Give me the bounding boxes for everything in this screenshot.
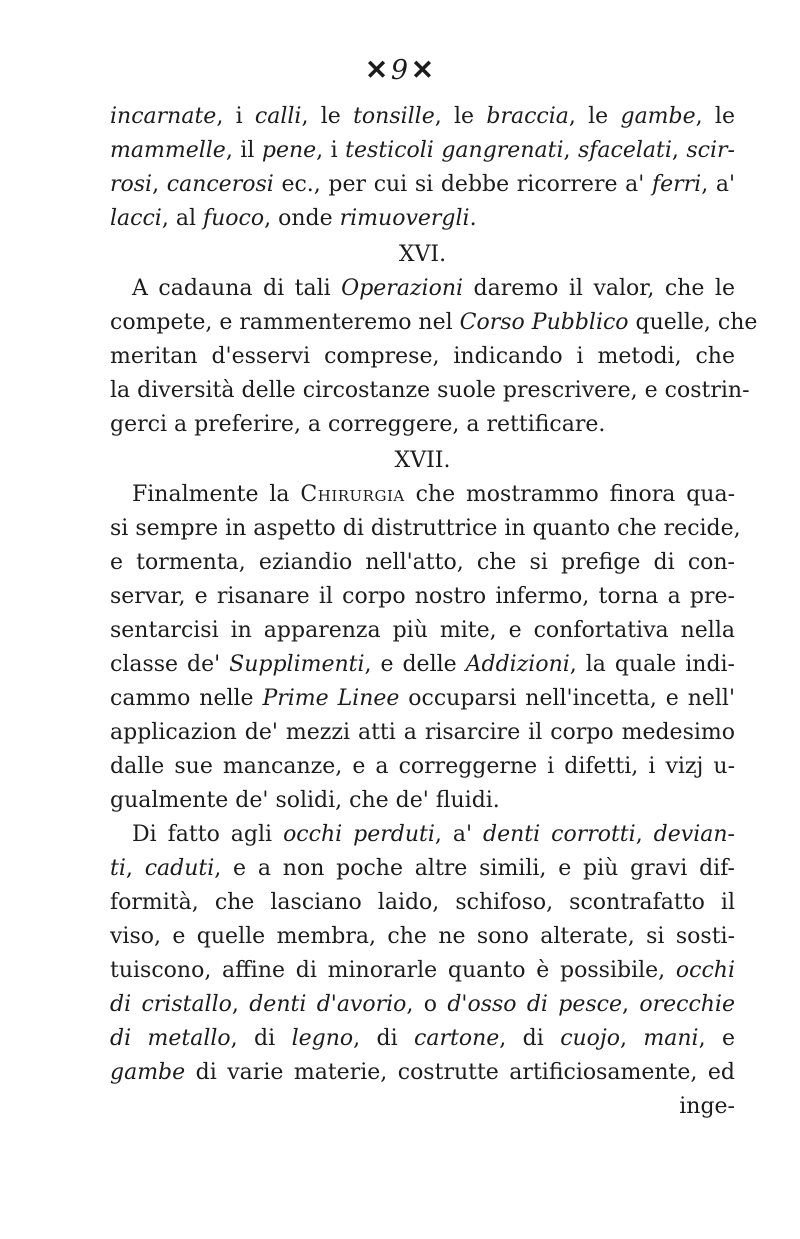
text-line: servar, e risanare il corpo nostro infermo, torna a pre- — [110, 584, 735, 609]
text-line: A cadauna di tali Operazioni daremo il valor, che le — [132, 276, 735, 301]
text-line: di metallo, di legno, di cartone, di cuojo, mani, e — [110, 1026, 735, 1051]
text-line: sentarcisi in apparenza più mite, e confortativa nella — [110, 618, 735, 643]
text-line: gerci a preferire, a correggere, a rettificare. — [110, 412, 606, 437]
catchword: inge- — [679, 1094, 735, 1119]
text-line: Di fatto agli occhi perduti, a' denti corrotti, devian- — [132, 822, 735, 847]
ornament-right-icon: ✕ — [411, 55, 435, 86]
text-line: Finalmente la Chirurgia che mostrammo finora qua- — [132, 482, 736, 507]
text-line: cammo nelle Prime Linee occuparsi nell'incetta, e nell' — [110, 686, 736, 711]
text-line: dalle sue mancanze, e a correggerne i difetti, i vizj u- — [110, 754, 735, 779]
text-line: gualmente de' solidi, che de' fluidi. — [110, 788, 500, 813]
text-line: compete, e rammenteremo nel Corso Pubblico quelle, che — [110, 310, 758, 335]
text-line: di cristallo, denti d'avorio, o d'osso di pesce, orecchie — [110, 992, 735, 1017]
text-line: applicazion de' mezzi atti a risarcire il corpo medesimo — [110, 720, 735, 745]
section-heading-xvi: XVI. — [398, 242, 447, 267]
text-line: tuiscono, affine di minorarle quanto è possibile, occhi — [110, 958, 735, 983]
text-line: si sempre in aspetto di distruttrice in quanto che recide, — [110, 516, 741, 541]
text-line: e tormenta, eziandio nell'atto, che si prefige di con- — [110, 550, 735, 575]
text-line: mammelle, il pene, i testicoli gangrenati, sfacelati, scir- — [110, 138, 735, 163]
text-line: la diversità delle circostanze suole prescrivere, e costrin- — [110, 378, 750, 403]
text-line: rosi, cancerosi ec., per cui si debbe ricorrere a' ferri, a' — [110, 172, 735, 197]
text-line: incarnate, i calli, le tonsille, le braccia, le gambe, le — [110, 104, 735, 129]
text-line: lacci, al fuoco, onde rimuovergli. — [110, 206, 477, 231]
ornament-left-icon: ✕ — [365, 55, 389, 86]
page-number: 9 — [390, 55, 410, 86]
text-line: meritan d'esservi comprese, indicando i metodi, che — [110, 344, 735, 369]
text-line: classe de' Supplimenti, e delle Addizioni, la quale indi- — [110, 652, 735, 677]
page-header — [0, 55, 800, 86]
text-line: gambe di varie materie, costrutte artificiosamente, ed — [110, 1060, 735, 1085]
section-heading-xvii: XVII. — [394, 448, 451, 473]
text-line: formità, che lasciano laido, schifoso, scontrafatto il — [110, 890, 735, 915]
text-line: ti, caduti, e a non poche altre simili, e più gravi dif- — [110, 856, 735, 881]
text-line: viso, e quelle membra, che ne sono alterate, si sosti- — [110, 924, 735, 949]
